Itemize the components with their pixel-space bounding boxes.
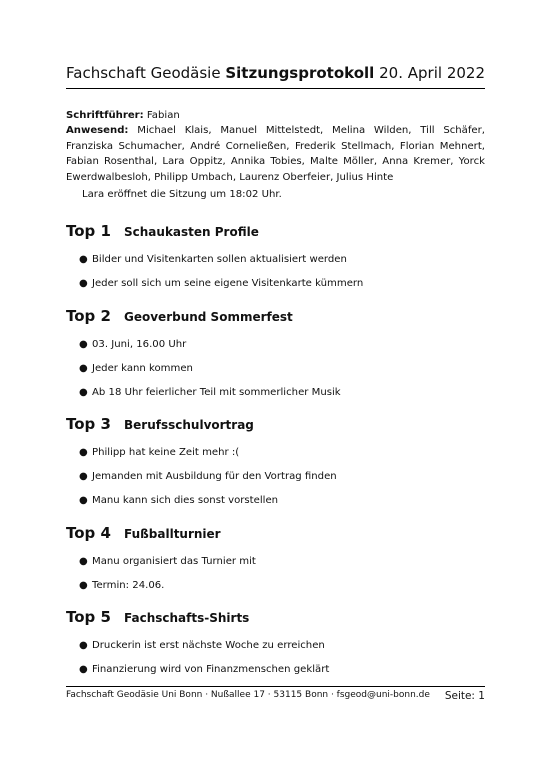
attendees-label: Anwesend: — [66, 125, 129, 137]
page-header — [66, 64, 485, 86]
bullet-icon: ● — [79, 254, 88, 265]
agenda-bullets — [66, 447, 485, 519]
list-item-text: Manu organisiert das Turnier mit — [92, 556, 256, 567]
list-item — [66, 471, 485, 495]
page-footer — [66, 690, 485, 702]
header-doc-type: Sitzungsprotokoll — [225, 64, 375, 82]
list-item — [66, 580, 485, 604]
bullet-icon: ● — [79, 556, 88, 567]
agenda-title: Fußballturnier — [124, 527, 221, 541]
agenda-item-1 — [66, 222, 485, 302]
agenda-item-3 — [66, 415, 485, 519]
footer-address: Fachschaft Geodäsie Uni Bonn · Nußallee 17 · 53115 Bonn · fsgeod@uni-bonn.de — [66, 690, 430, 700]
agenda-number: Top 4 — [66, 524, 111, 542]
attendees-line — [66, 123, 485, 185]
agenda-heading — [66, 524, 485, 546]
bullet-icon: ● — [79, 447, 88, 458]
bullet-icon: ● — [79, 580, 88, 591]
list-item-text: Jeder kann kommen — [92, 363, 193, 374]
meeting-meta — [66, 108, 485, 185]
agenda-bullets — [66, 556, 485, 604]
bullet-icon: ● — [79, 640, 88, 651]
list-item-text: Manu kann sich dies sonst vorstellen — [92, 495, 279, 506]
list-item — [66, 640, 485, 664]
list-item — [66, 495, 485, 519]
recorder-name: Fabian — [146, 110, 180, 121]
bullet-icon: ● — [79, 339, 88, 350]
recorder-line — [66, 108, 485, 123]
list-item — [66, 339, 485, 363]
agenda-bullets — [66, 640, 485, 688]
agenda-bullets — [66, 254, 485, 302]
agenda-heading — [66, 222, 485, 244]
list-item — [66, 363, 485, 387]
list-item — [66, 387, 485, 411]
agenda-title: Geoverbund Sommerfest — [124, 310, 293, 324]
header-divider — [66, 88, 485, 89]
list-item-text: Jeder soll sich um seine eigene Visitenkarte kümmern — [92, 278, 364, 289]
list-item — [66, 278, 485, 302]
list-item-text: Ab 18 Uhr feierlicher Teil mit sommerlicher Musik — [92, 387, 341, 398]
bullet-icon: ● — [79, 471, 88, 482]
agenda-number: Top 1 — [66, 222, 111, 240]
list-item-text: Jemanden mit Ausbildung für den Vortrag finden — [92, 471, 337, 482]
header-title — [66, 64, 374, 82]
list-item-text: Finanzierung wird von Finanzmenschen geklärt — [92, 664, 330, 675]
bullet-icon: ● — [79, 387, 88, 398]
list-item — [66, 556, 485, 580]
bullet-icon: ● — [79, 363, 88, 374]
list-item-text: Druckerin ist erst nächste Woche zu erreichen — [92, 640, 325, 651]
attendees-list: Michael Klais, Manuel Mittelstedt, Melina Wilden, Till Schäfer, Franziska Schumacher, André Corneließen, Frederik Stellmach, Florian Mehnert, Fabian Rosenthal, Lara Oppitz, Annika Tobies, Malte Möller, Anna Kremer, Yorck Ewerdwalbesloh, Philipp Umbach, Laurenz Oberfeier, Julius Hinte — [66, 125, 485, 183]
list-item-text: Termin: 24.06. — [92, 580, 165, 591]
agenda-bullets — [66, 339, 485, 411]
footer-divider — [66, 686, 485, 687]
header-date: 20. April 2022 — [379, 64, 485, 82]
agenda-number: Top 2 — [66, 307, 111, 325]
bullet-icon: ● — [79, 495, 88, 506]
agenda-title: Schaukasten Profile — [124, 225, 259, 239]
list-item — [66, 447, 485, 471]
list-item-text: 03. Juni, 16.00 Uhr — [92, 339, 187, 350]
header-org: Fachschaft Geodäsie — [66, 64, 221, 82]
agenda-heading — [66, 608, 485, 630]
page-number: Seite: 1 — [444, 690, 485, 702]
opening-statement: Lara eröffnet die Sitzung um 18:02 Uhr. — [82, 189, 282, 200]
agenda-title: Fachschafts-Shirts — [124, 611, 250, 625]
agenda-title: Berufsschulvortrag — [124, 418, 254, 432]
list-item — [66, 254, 485, 278]
bullet-icon: ● — [79, 278, 88, 289]
agenda-item-2 — [66, 307, 485, 411]
agenda-number: Top 3 — [66, 415, 111, 433]
list-item-text: Philipp hat keine Zeit mehr :( — [92, 447, 240, 458]
bullet-icon: ● — [79, 664, 88, 675]
list-item-text: Bilder und Visitenkarten sollen aktualisiert werden — [92, 254, 347, 265]
agenda-item-4 — [66, 524, 485, 604]
agenda-heading — [66, 307, 485, 329]
list-item — [66, 664, 485, 688]
agenda-heading — [66, 415, 485, 437]
agenda-item-5 — [66, 608, 485, 688]
recorder-label: Schriftführer: — [66, 110, 144, 121]
agenda-number: Top 5 — [66, 608, 111, 626]
